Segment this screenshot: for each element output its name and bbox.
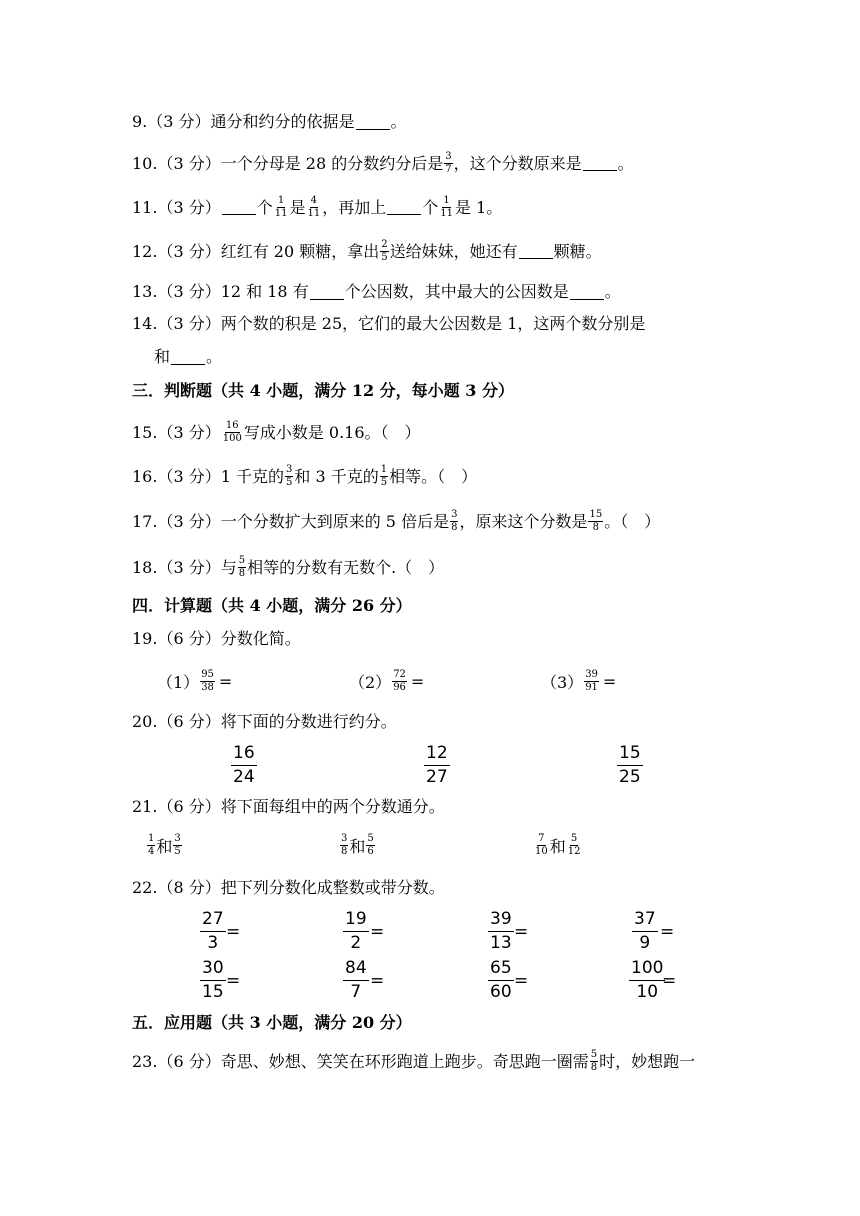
fraction (488, 960, 514, 1001)
fraction (424, 745, 450, 786)
question-19-item (541, 670, 616, 693)
equals-sign: = (514, 922, 529, 942)
denominator: 10 (636, 982, 659, 1002)
fraction (200, 911, 226, 952)
question-14-text: 和 (154, 347, 171, 366)
section-heading: 五．应用题（共 3 小题，满分 20 分） (132, 1013, 412, 1032)
question-18-suffix: 相等的分数有无数个.（ ） (247, 557, 445, 577)
item-label: （2） (349, 673, 392, 692)
numerator: 2 (381, 239, 388, 250)
denominator: 3 (207, 933, 219, 953)
answer-blank (387, 200, 421, 215)
numerator: 5 (590, 1049, 598, 1060)
denominator: 8 (590, 1062, 598, 1073)
question-11-text: 是 (289, 197, 306, 217)
fraction (392, 670, 407, 693)
answer-blank (570, 285, 604, 300)
numerator: 65 (488, 960, 514, 981)
question-9 (132, 112, 407, 132)
fraction (200, 960, 226, 1001)
numerator: 16 (225, 420, 239, 431)
equals-sign: = (370, 922, 385, 942)
question-19-item (349, 670, 424, 693)
item-label: （3） (541, 673, 584, 692)
numerator: 27 (200, 911, 226, 932)
answer-blank (356, 115, 390, 130)
denominator: 5 (380, 477, 388, 488)
numerator: 30 (200, 960, 226, 981)
fraction (200, 670, 215, 693)
denominator: 60 (490, 982, 512, 1002)
question-18 (132, 556, 444, 579)
numerator: 5 (238, 555, 246, 566)
numerator: 1 (380, 464, 388, 475)
fraction (340, 834, 348, 857)
denominator: 7 (445, 164, 452, 175)
numerator: 4 (310, 195, 318, 206)
denominator: 12 (567, 846, 581, 857)
fraction (380, 465, 388, 488)
denominator: 8 (451, 522, 458, 533)
question-9-suffix: 。 (390, 112, 407, 131)
fraction (380, 240, 388, 263)
question-16 (132, 465, 477, 488)
question-19-title: 19.（6 分）分数化简。 (132, 629, 301, 648)
numerator: 15 (617, 745, 643, 766)
numerator: 5 (367, 833, 374, 844)
denominator: 11 (307, 208, 321, 219)
fraction (222, 421, 243, 444)
denominator: 8 (238, 568, 246, 579)
equals-sign: = (226, 922, 241, 942)
question-11 (132, 196, 502, 219)
question-13 (132, 282, 621, 302)
fraction (366, 834, 374, 857)
denominator: 13 (490, 933, 512, 953)
question-23 (132, 1050, 695, 1073)
fraction (632, 911, 658, 952)
numerator: 39 (585, 669, 598, 680)
numerator: 19 (343, 911, 369, 932)
fraction-pair (339, 834, 376, 857)
question-10 (132, 152, 634, 175)
denominator: 4 (148, 846, 155, 857)
equals-sign: = (410, 672, 425, 691)
question-15 (132, 421, 421, 444)
question-17-mid: ，原来这个分数是 (459, 511, 588, 531)
denominator: 96 (393, 682, 406, 693)
numerator: 72 (393, 669, 406, 680)
denominator: 5 (285, 477, 293, 488)
question-11-text: 个 (256, 197, 273, 217)
denominator: 5 (381, 252, 388, 263)
denominator: 15 (202, 982, 224, 1002)
denominator: 8 (341, 846, 348, 857)
numerator: 15 (589, 509, 603, 520)
denominator: 7 (350, 982, 362, 1002)
numerator: 39 (488, 911, 514, 932)
numerator: 7 (538, 833, 545, 844)
numerator: 100 (629, 960, 665, 981)
denominator: 9 (639, 933, 651, 953)
fraction (343, 911, 369, 952)
question-13-mid: 个公因数，其中最大的公因数是 (344, 282, 569, 301)
numerator: 37 (632, 911, 658, 932)
fraction (231, 745, 257, 786)
fraction (534, 834, 549, 857)
section-heading: 三．判断题（共 4 小题，满分 12 分，每小题 3 分） (132, 381, 514, 400)
fraction (274, 196, 289, 219)
answer-blank (171, 350, 205, 365)
numerator: 1 (148, 833, 155, 844)
question-19-item (157, 670, 232, 693)
question-12-suffix: 颗糖。 (553, 241, 602, 261)
denominator: 100 (222, 433, 242, 444)
question-10-text: 10.（3 分）一个分母是 28 的分数约分后是 (132, 153, 444, 173)
fraction (147, 834, 155, 857)
numerator: 1 (277, 195, 285, 206)
question-12 (132, 240, 602, 263)
answer-blank (583, 156, 617, 171)
and-text: 和 (156, 837, 173, 856)
question-10-mid: ，这个分数原来是 (453, 153, 582, 173)
question-12-text: 12.（3 分）红红有 20 颗糖，拿出 (132, 241, 380, 261)
question-13-suffix: 。 (604, 282, 621, 301)
fraction (238, 556, 246, 579)
numerator: 3 (174, 833, 181, 844)
equals-sign: = (226, 971, 241, 991)
answer-blank (310, 285, 344, 300)
numerator: 3 (285, 464, 293, 475)
denominator: 6 (367, 846, 374, 857)
fraction (588, 510, 603, 533)
question-23-text: 23.（6 分）奇思、妙想、笑笑在环形跑道上跑步。奇思跑一圈需 (132, 1051, 589, 1071)
denominator: 27 (426, 767, 448, 787)
question-11-text: ，再加上 (322, 197, 387, 217)
fraction (590, 1050, 598, 1073)
question-20-title: 20.（6 分）将下面的分数进行约分。 (132, 712, 397, 731)
numerator: 3 (445, 151, 452, 162)
section-heading: 四．计算题（共 4 小题，满分 26 分） (132, 596, 412, 615)
equals-sign: = (660, 922, 675, 942)
equals-sign: = (514, 971, 529, 991)
fraction (617, 745, 643, 786)
numerator: 84 (343, 960, 369, 981)
denominator: 91 (585, 682, 598, 693)
numerator: 12 (424, 745, 450, 766)
fraction (306, 196, 321, 219)
question-18-text: 18.（3 分）与 (132, 557, 237, 577)
denominator: 11 (440, 208, 453, 219)
question-14-text: 14.（3 分）两个数的积是 25，它们的最大公因数是 1，这两个数分别是 (132, 314, 646, 333)
question-17-suffix: 。（ ） (604, 511, 661, 531)
numerator: 16 (231, 745, 257, 766)
denominator: 25 (619, 767, 641, 787)
answer-blank (222, 200, 256, 215)
question-11-text: 是 1。 (454, 197, 503, 217)
question-22-title: 22.（8 分）把下列分数化成整数或带分数。 (132, 878, 445, 897)
question-14-suffix: 。 (206, 347, 223, 366)
equals-sign: = (662, 971, 677, 991)
equals-sign: = (370, 971, 385, 991)
fraction (444, 152, 452, 175)
answer-blank (519, 244, 553, 259)
question-16-mid: 和 3 千克的 (294, 466, 379, 486)
question-11-text: 11.（3 分） (132, 197, 221, 217)
fraction (629, 960, 665, 1001)
fraction (450, 510, 458, 533)
item-label: （1） (157, 673, 200, 692)
numerator: 95 (201, 669, 214, 680)
denominator: 2 (350, 933, 362, 953)
question-17 (132, 510, 660, 533)
numerator: 5 (570, 833, 578, 844)
question-23-suffix: 时，妙想跑一 (599, 1051, 696, 1071)
and-text: 和 (349, 837, 366, 856)
question-15-text: 15.（3 分） (132, 422, 221, 442)
fraction (285, 465, 293, 488)
question-16-suffix: 相等。（ ） (389, 466, 478, 486)
question-10-suffix: 。 (617, 153, 634, 173)
fraction (584, 670, 599, 693)
question-14 (132, 314, 645, 334)
denominator: 24 (233, 767, 255, 787)
question-16-text: 16.（3 分）1 千克的 (132, 466, 284, 486)
fraction (343, 960, 369, 1001)
denominator: 38 (201, 682, 214, 693)
question-15-suffix: 写成小数是 0.16。（ ） (243, 422, 421, 442)
question-17-text: 17.（3 分）一个分数扩大到原来的 5 倍后是 (132, 511, 450, 531)
denominator: 5 (174, 846, 181, 857)
and-text: 和 (549, 837, 566, 856)
question-12-mid: 送给妹妹，她还有 (389, 241, 518, 261)
question-13-text: 13.（3 分）12 和 18 有 (132, 282, 309, 301)
numerator: 3 (341, 833, 348, 844)
equals-sign: = (602, 672, 617, 691)
numerator: 1 (443, 195, 450, 206)
denominator: 10 (535, 846, 548, 857)
fraction-pair (533, 834, 582, 857)
fraction (439, 196, 454, 219)
question-21-title: 21.（6 分）将下面每组中的两个分数通分。 (132, 797, 445, 816)
equals-sign: = (218, 672, 233, 691)
fraction (173, 834, 181, 857)
fraction (488, 911, 514, 952)
fraction-pair (146, 834, 183, 857)
question-11-text: 个 (422, 197, 439, 217)
question-14-continued (154, 347, 222, 367)
numerator: 3 (451, 509, 458, 520)
denominator: 8 (592, 522, 600, 533)
denominator: 11 (274, 208, 288, 219)
fraction (567, 834, 582, 857)
question-9-text: 9.（3 分）通分和约分的依据是 (132, 112, 355, 131)
